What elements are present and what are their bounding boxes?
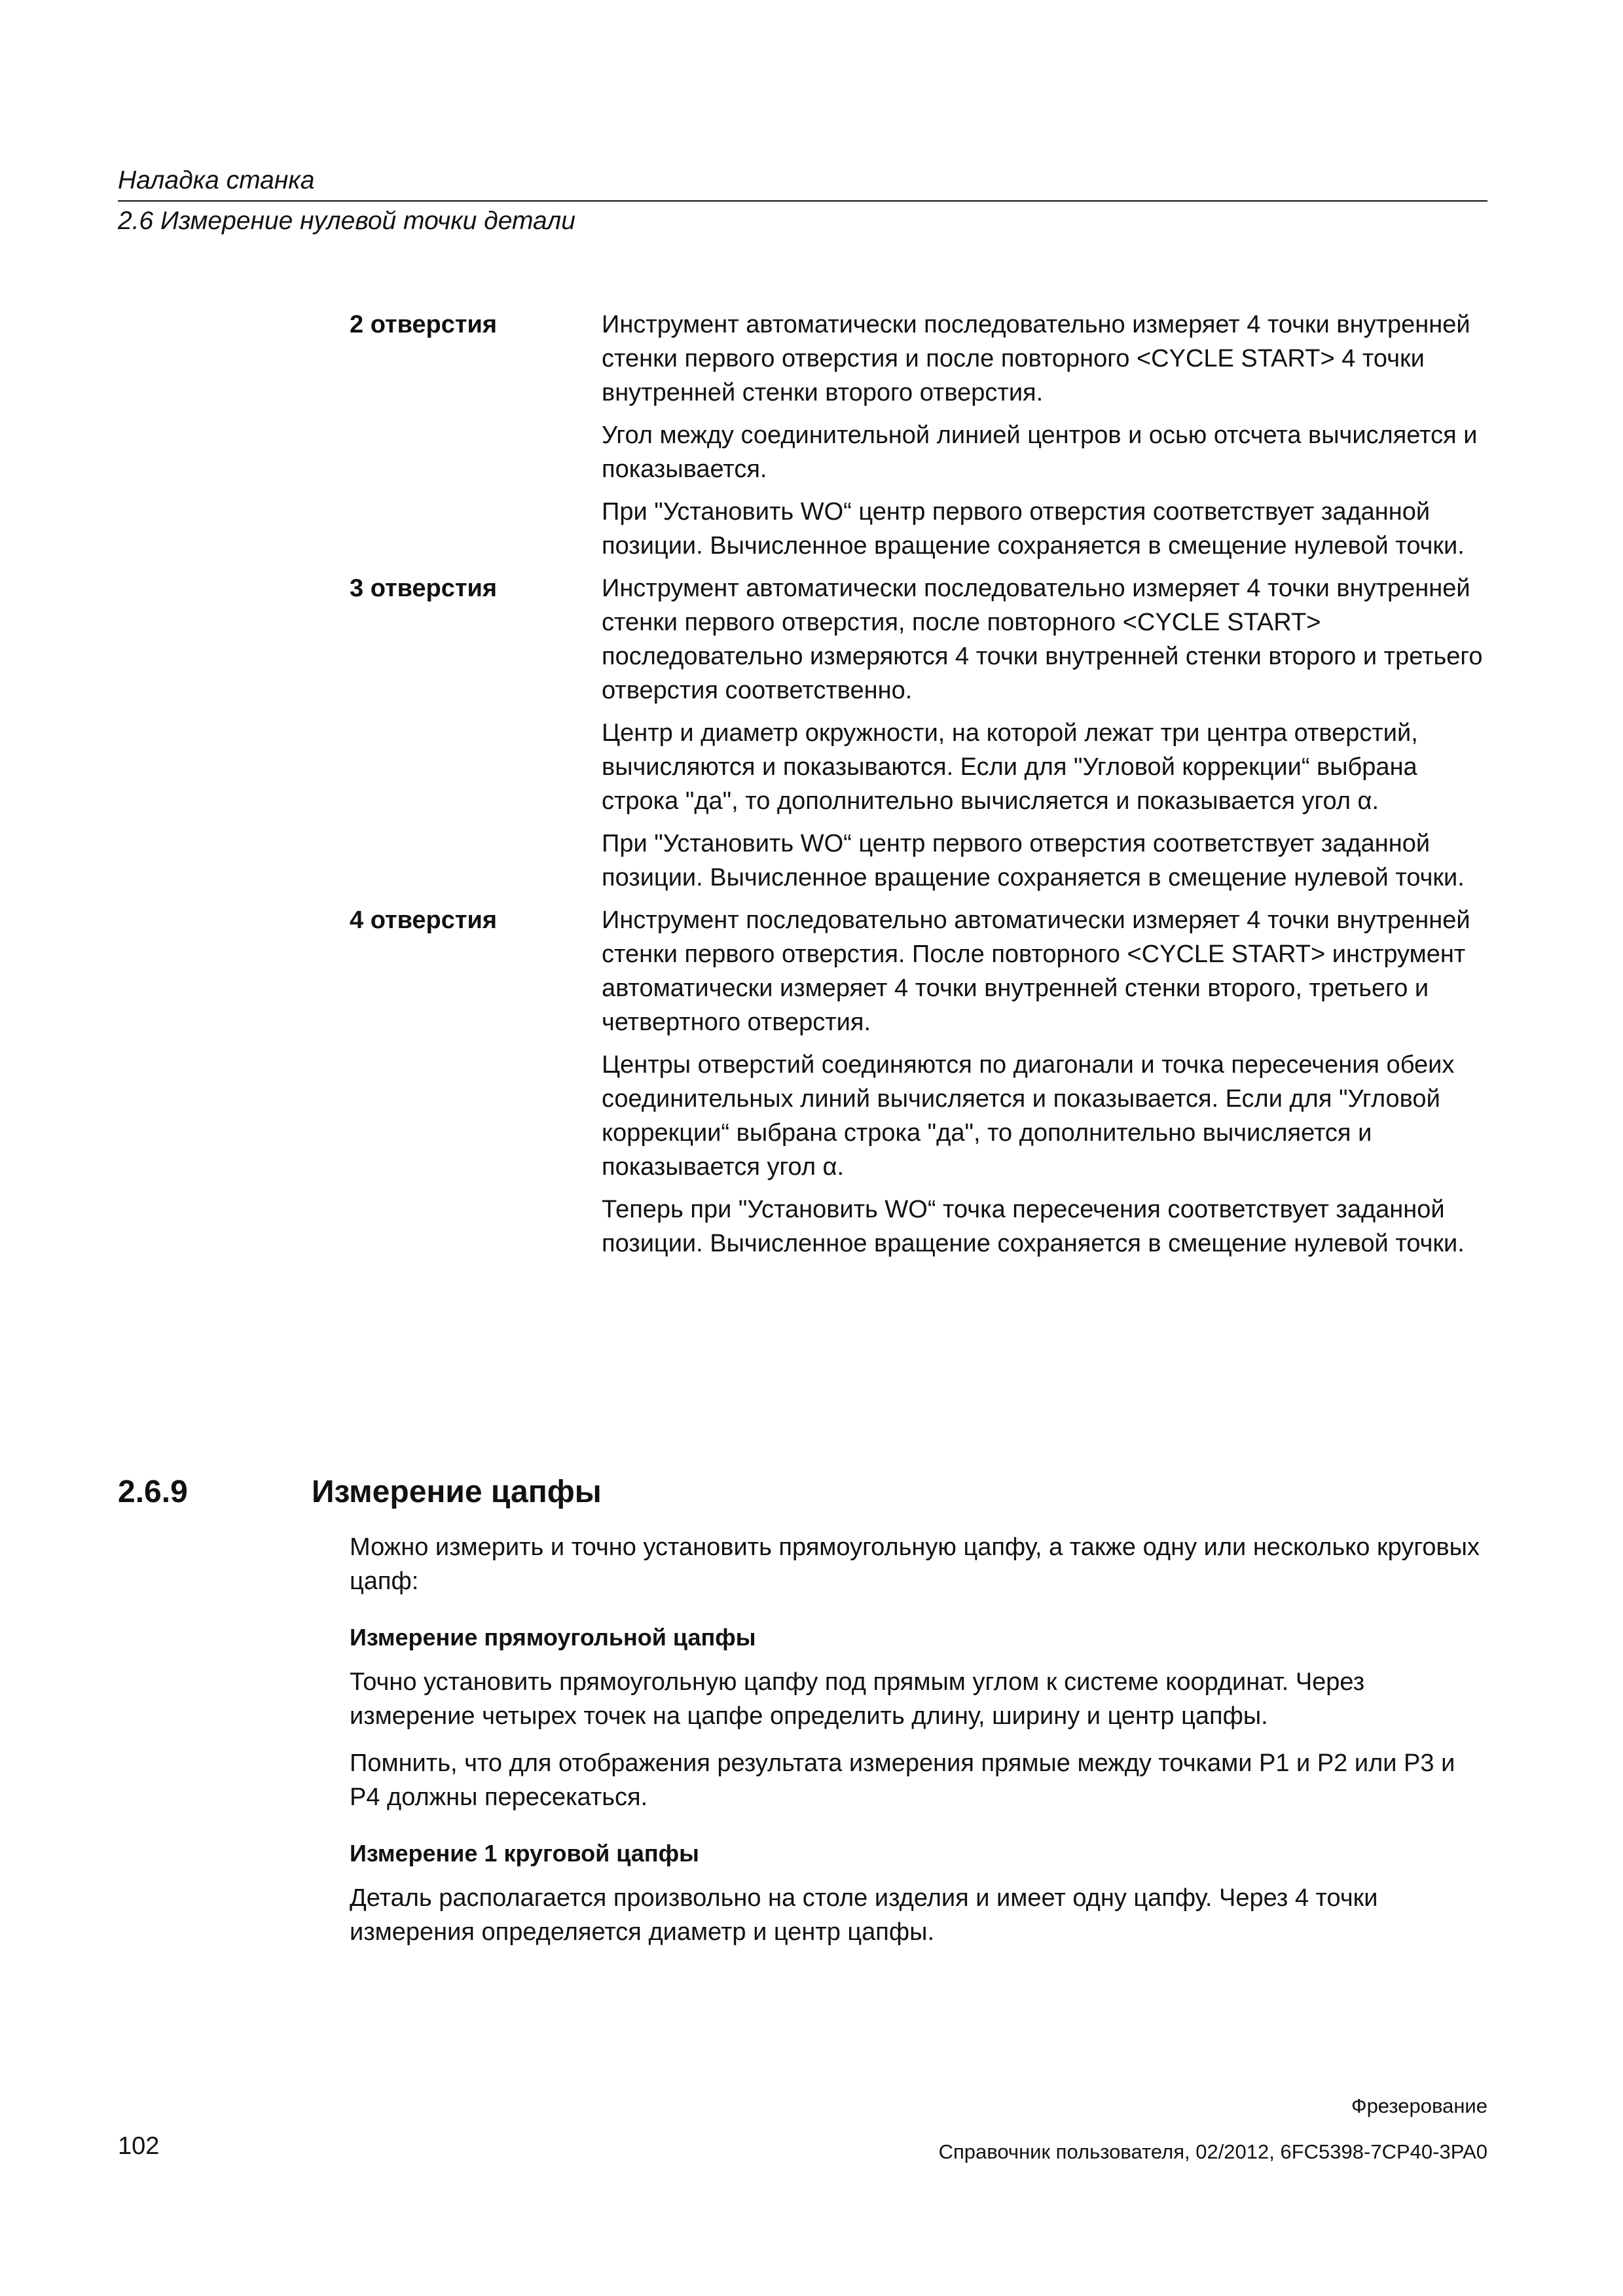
header-chapter: Наладка станка	[118, 166, 315, 194]
paragraph: Помнить, что для отображения результата измерения прямые между точками P1 и P2 или P3 и P4 должны пересекаться.	[350, 1749, 1455, 1811]
paragraph: Угол между соединительной линией центров и осью отсчета вычисляется и показывается.	[602, 422, 1478, 483]
section-heading	[118, 1471, 1487, 1513]
paragraph: Инструмент последовательно автоматически измеряет 4 точки внутренней стенки первого отверстия. После повторного <CYCLE START> инструмент автоматически измеряет 4 точки внутренней стенки второго, третьего и четвертного отверстия.	[602, 906, 1470, 1036]
paragraph: Инструмент автоматически последовательно измеряет 4 точки внутренней стенки первого отверстия, после повторного <CYCLE START> последовательно измеряются 4 точки внутренней стенки второго и третьего отверстия соответственно.	[602, 575, 1483, 704]
section-body	[350, 1530, 1487, 1949]
footer-document-info: Справочник пользователя, 02/2012, 6FC5398-7CP40-3PA0	[938, 2140, 1487, 2163]
paragraph: Центры отверстий соединяются по диагонали и точка пересечения обеих соединительных линий вычисляется и показывается. Если для "Угловой коррекции“ выбрана строка "да", то дополнительно вычисляется и показывается угол α.	[602, 1051, 1455, 1181]
paragraph: Центр и диаметр окружности, на которой лежат три центра отверстий, вычисляются и показываются. Если для "Угловой коррекции“ выбрана строка "да", то дополнительно вычисляется и показывается угол α.	[602, 719, 1418, 815]
intro-paragraph: Можно измерить и точно установить прямоугольную цапфу, а также одну или несколько круговых цапф:	[350, 1534, 1480, 1595]
page-number: 102	[118, 2132, 160, 2160]
paragraph: При "Установить WO“ центр первого отверстия соответствует заданной позиции. Вычисленное вращение сохраняется в смещение нулевой точки.	[602, 830, 1465, 891]
definition-2-holes	[350, 308, 1489, 571]
section-title: Измерение цапфы	[312, 1475, 602, 1509]
subheading-circular: Измерение 1 круговой цапфы	[350, 1840, 699, 1867]
section-number: 2.6.9	[118, 1475, 188, 1509]
paragraph: Инструмент автоматически последовательно измеряет 4 точки внутренней стенки первого отверстия и после повторного <CYCLE START> 4 точки внутренней стенки второго отверстия.	[602, 311, 1470, 406]
header-section: 2.6 Измерение нулевой точки детали	[118, 207, 575, 235]
section-journal-measurement	[118, 1471, 1487, 1962]
paragraph: Теперь при "Установить WO“ точка пересечения соответствует заданной позиции. Вычисленное вращение сохраняется в смещение нулевой точки.	[602, 1196, 1465, 1257]
definition-term: 3 отверстия	[350, 575, 498, 602]
paragraph: Деталь располагается произвольно на столе изделия и имеет одну цапфу. Через 4 точки измерения определяется диаметр и центр цапфы.	[350, 1884, 1378, 1946]
definition-term: 4 отверстия	[350, 906, 498, 934]
subheading-rectangular: Измерение прямоугольной цапфы	[350, 1624, 756, 1651]
definition-list	[350, 308, 1489, 1269]
definition-term: 2 отверстия	[350, 311, 498, 338]
definition-description	[602, 571, 1489, 903]
paragraph: Точно установить прямоугольную цапфу под прямым углом к системе координат. Через измерение четырех точек на цапфе определить длину, ширину и центр цапфы.	[350, 1668, 1365, 1730]
footer-product: Фрезерование	[1351, 2094, 1487, 2117]
header-divider	[118, 200, 1487, 202]
running-header	[118, 162, 1487, 240]
definition-description	[602, 308, 1489, 571]
definition-4-holes	[350, 903, 1489, 1269]
definition-description	[602, 903, 1489, 1269]
paragraph: При "Установить WO“ центр первого отверстия соответствует заданной позиции. Вычисленное вращение сохраняется в смещение нулевой точки.	[602, 498, 1465, 560]
definition-3-holes	[350, 571, 1489, 903]
